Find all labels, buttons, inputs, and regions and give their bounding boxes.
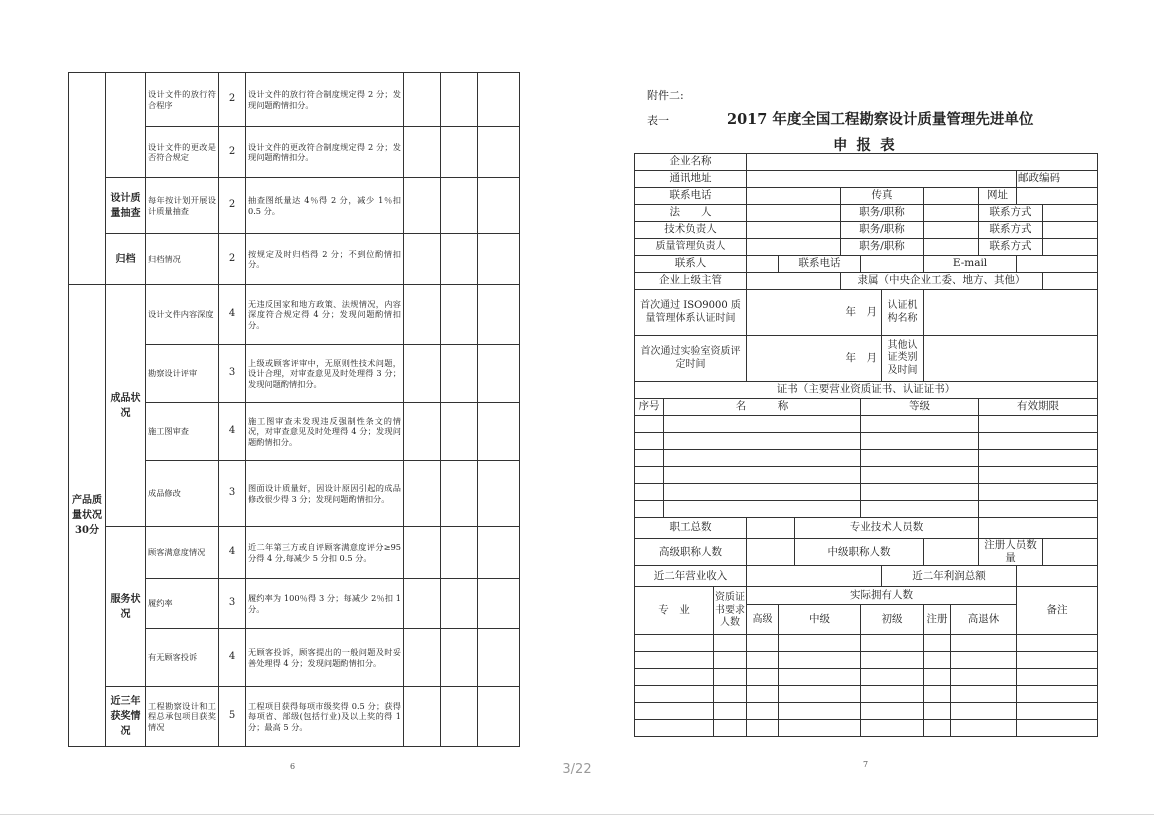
contact-info-field[interactable] — [1043, 222, 1098, 239]
right-page-number: 7 — [863, 760, 869, 769]
cert-name-header: 名 称 — [664, 399, 861, 416]
blank-cell — [441, 73, 478, 127]
table-number: 表一 — [647, 114, 669, 127]
blank-cell[interactable] — [779, 703, 861, 720]
superior-field[interactable] — [747, 273, 841, 290]
blank-cell[interactable] — [861, 669, 924, 686]
mid-title-label: 中级职称人数 — [795, 539, 924, 566]
blank-cell — [441, 285, 478, 345]
blank-cell[interactable] — [635, 450, 664, 467]
total-staff-field[interactable] — [747, 518, 795, 539]
left-page-number: 6 — [290, 762, 296, 771]
phone-label: 联系电话 — [635, 188, 747, 205]
contact-person-field[interactable] — [747, 256, 779, 273]
junior-header: 初级 — [861, 605, 924, 635]
blank-cell — [404, 345, 441, 403]
blank-cell — [404, 687, 441, 747]
tech-lead-label: 技术负责人 — [635, 222, 747, 239]
website-field[interactable] — [1017, 188, 1098, 205]
blank-cell[interactable] — [979, 501, 1098, 518]
remarks-header: 备注 — [1017, 587, 1098, 635]
position-label: 职务/职称 — [841, 205, 924, 222]
blank-cell — [478, 345, 520, 403]
mid-header: 中级 — [779, 605, 861, 635]
lab-time-label: 首次通过实验室资质评定时间 — [635, 336, 747, 382]
blank-cell — [441, 461, 478, 527]
item-cell: 工程勘察设计和工程总承包项目获奖情况 — [146, 687, 219, 747]
blank-cell[interactable] — [951, 686, 1017, 703]
criteria-cell: 无顾客投诉，顾客提出的一般问题及时妥善处理得 4 分；发现问题酌情扣分。 — [246, 629, 404, 687]
phone-field[interactable] — [747, 188, 841, 205]
phone-label: 联系电话 — [779, 256, 861, 273]
blank-cell — [478, 73, 520, 127]
blank-cell — [478, 285, 520, 345]
group-cell: 设计质量抽查 — [106, 178, 146, 234]
blank-cell[interactable] — [924, 720, 951, 737]
application-form — [634, 153, 1098, 737]
revenue-field[interactable] — [747, 566, 882, 587]
group-cell: 归档 — [106, 234, 146, 285]
blank-cell — [441, 629, 478, 687]
mid-title-field[interactable] — [924, 539, 979, 566]
blank-cell[interactable] — [861, 720, 924, 737]
criteria-cell: 设计文件的放行符合制度规定得 2 分；发现问题酌情扣分。 — [246, 73, 404, 127]
blank-cell — [478, 629, 520, 687]
blank-cell — [441, 403, 478, 461]
criteria-cell: 抽查图纸量达 4％得 2 分，减少 1％扣 0.5 分。 — [246, 178, 404, 234]
score-cell: 3 — [219, 461, 246, 527]
blank-cell[interactable] — [714, 720, 747, 737]
seq-header: 序号 — [635, 399, 664, 416]
quality-lead-field[interactable] — [747, 239, 841, 256]
blank-cell[interactable] — [664, 484, 861, 501]
blank-cell[interactable] — [861, 416, 979, 433]
blank-cell[interactable] — [779, 720, 861, 737]
score-cell: 2 — [219, 178, 246, 234]
criteria-cell: 履约率为 100％得 3 分；每减少 2％扣 1 分。 — [246, 579, 404, 629]
blank-cell[interactable] — [747, 635, 779, 652]
criteria-cell: 上级或顾客评审中，无原则性技术问题，设计合理，对审查意见及时处理得 3 分；发现问题酌情扣分。 — [246, 345, 404, 403]
blank-cell[interactable] — [779, 635, 861, 652]
blank-cell[interactable] — [747, 703, 779, 720]
company-name-label: 企业名称 — [635, 154, 747, 171]
blank-cell[interactable] — [714, 652, 747, 669]
blank-cell[interactable] — [779, 652, 861, 669]
blank-cell[interactable] — [1017, 703, 1098, 720]
blank-cell[interactable] — [979, 433, 1098, 450]
item-cell: 设计文件的更改是否符合规定 — [146, 127, 219, 178]
retired-header: 高退休 — [951, 605, 1017, 635]
blank-cell[interactable] — [1017, 652, 1098, 669]
blank-cell[interactable] — [861, 433, 979, 450]
blank-cell[interactable] — [861, 501, 979, 518]
contact-info-label: 联系方式 — [979, 205, 1043, 222]
item-cell: 设计文件的放行符合程序 — [146, 73, 219, 127]
position-field[interactable] — [924, 205, 979, 222]
profit-label: 近二年利润总额 — [882, 566, 1017, 587]
item-cell: 顾客满意度情况 — [146, 527, 219, 579]
position-field[interactable] — [924, 222, 979, 239]
blank-cell[interactable] — [635, 433, 664, 450]
blank-cell[interactable] — [747, 652, 779, 669]
blank-cell — [404, 73, 441, 127]
blank-cell[interactable] — [635, 652, 714, 669]
blank-cell — [441, 687, 478, 747]
address-label: 通讯地址 — [635, 171, 747, 188]
fax-field[interactable] — [924, 188, 979, 205]
reg-header: 注册 — [924, 605, 951, 635]
fax-label: 传真 — [841, 188, 924, 205]
page-indicator: 3/22 — [562, 762, 592, 777]
blank-cell[interactable] — [861, 703, 924, 720]
criteria-cell: 无违反国家和地方政策、法规情况，内容深度符合规定得 4 分；发现问题酌情扣分。 — [246, 285, 404, 345]
certificates-heading: 证书（主要营业资质证书、认证证书） — [635, 382, 1098, 399]
blank-cell — [404, 178, 441, 234]
blank-cell[interactable] — [979, 416, 1098, 433]
iso-time-label: 首次通过 ISO9000 质量管理体系认证时间 — [635, 290, 747, 336]
score-cell: 4 — [219, 403, 246, 461]
blank-cell[interactable] — [951, 652, 1017, 669]
criteria-cell: 近二年第三方或自评顾客满意度评分≥95 分得 4 分,每减少 5 分扣 0.5 分。 — [246, 527, 404, 579]
position-label: 职务/职称 — [841, 222, 924, 239]
blank-cell — [404, 461, 441, 527]
blank-cell[interactable] — [635, 467, 664, 484]
blank-cell[interactable] — [664, 450, 861, 467]
group-cell: 近三年获奖情况 — [106, 687, 146, 747]
blank-cell — [441, 527, 478, 579]
score-cell: 5 — [219, 687, 246, 747]
contact-info-field[interactable] — [1043, 205, 1098, 222]
blank-cell — [478, 234, 520, 285]
blank-cell[interactable] — [635, 703, 714, 720]
group-cell: 服务状况 — [106, 527, 146, 687]
item-cell: 成品修改 — [146, 461, 219, 527]
blank-cell[interactable] — [924, 686, 951, 703]
blank-cell[interactable] — [635, 720, 714, 737]
blank-cell — [478, 178, 520, 234]
blank-cell[interactable] — [951, 635, 1017, 652]
blank-cell — [404, 579, 441, 629]
contact-info-label: 联系方式 — [979, 222, 1043, 239]
viewer-bottom-divider — [0, 814, 1154, 815]
email-label: E-mail — [924, 256, 1017, 273]
category-cell: 产品质量状况30分 — [69, 285, 106, 747]
scoring-criteria-table — [68, 72, 520, 747]
blank-cell[interactable] — [1017, 635, 1098, 652]
criteria-cell: 按规定及时归档得 2 分；不到位酌情扣分。 — [246, 234, 404, 285]
blank-cell[interactable] — [779, 669, 861, 686]
item-cell: 勘察设计评审 — [146, 345, 219, 403]
blank-cell[interactable] — [1017, 686, 1098, 703]
tech-staff-label: 专业技术人员数 — [795, 518, 979, 539]
grade-header: 等级 — [861, 399, 979, 416]
blank-cell[interactable] — [664, 467, 861, 484]
contact-person-label: 联系人 — [635, 256, 747, 273]
other-cert-label: 其他认证类别及时间 — [882, 336, 924, 382]
blank-cell[interactable] — [1017, 720, 1098, 737]
blank-cell — [478, 127, 520, 178]
score-cell: 2 — [219, 73, 246, 127]
blank-cell — [441, 234, 478, 285]
item-cell: 有无顾客投诉 — [146, 629, 219, 687]
blank-cell — [441, 579, 478, 629]
blank-cell[interactable] — [714, 635, 747, 652]
score-cell: 3 — [219, 345, 246, 403]
email-field[interactable] — [1017, 256, 1098, 273]
blank-cell[interactable] — [861, 467, 979, 484]
position-label: 职务/职称 — [841, 239, 924, 256]
affiliation-field[interactable] — [1043, 273, 1098, 290]
item-cell: 归档情况 — [146, 234, 219, 285]
item-cell: 施工图审查 — [146, 403, 219, 461]
criteria-cell: 设计文件的更改符合制度规定得 2 分；发现问题酌情扣分。 — [246, 127, 404, 178]
blank-cell[interactable] — [664, 416, 861, 433]
score-cell: 4 — [219, 629, 246, 687]
blank-cell[interactable] — [924, 703, 951, 720]
other-cert-field[interactable] — [924, 336, 1098, 382]
group-cell-blank — [106, 73, 146, 178]
blank-cell[interactable] — [779, 686, 861, 703]
blank-cell — [478, 687, 520, 747]
blank-cell — [478, 403, 520, 461]
score-cell: 2 — [219, 234, 246, 285]
blank-cell — [478, 461, 520, 527]
blank-cell — [441, 345, 478, 403]
blank-cell[interactable] — [951, 669, 1017, 686]
blank-cell[interactable] — [635, 669, 714, 686]
score-cell: 4 — [219, 527, 246, 579]
senior-title-label: 高级职称人数 — [635, 539, 747, 566]
form-subtitle: 申 报 表 — [833, 137, 897, 154]
cert-body-label: 认证机构名称 — [882, 290, 924, 336]
blank-cell[interactable] — [979, 450, 1098, 467]
blank-cell — [404, 629, 441, 687]
group-cell: 成品状况 — [106, 285, 146, 527]
blank-cell[interactable] — [861, 652, 924, 669]
blank-cell — [404, 527, 441, 579]
blank-cell[interactable] — [1017, 669, 1098, 686]
score-cell: 2 — [219, 127, 246, 178]
registered-field[interactable] — [1043, 539, 1098, 566]
blank-cell — [404, 285, 441, 345]
postcode-label: 邮政编码 — [1017, 171, 1098, 188]
legal-rep-field[interactable] — [747, 205, 841, 222]
profit-field[interactable] — [1017, 566, 1098, 587]
blank-cell[interactable] — [635, 484, 664, 501]
affiliation-label: 隶属（中央企业工委、地方、其他） — [841, 273, 1043, 290]
blank-cell[interactable] — [861, 450, 979, 467]
blank-cell[interactable] — [714, 703, 747, 720]
category-cell-blank — [69, 73, 106, 285]
qual-req-header: 资质证书要求人数 — [714, 587, 747, 635]
blank-cell — [404, 127, 441, 178]
blank-cell[interactable] — [664, 501, 861, 518]
blank-cell[interactable] — [924, 635, 951, 652]
cert-body-field[interactable] — [924, 290, 1098, 336]
address-field[interactable] — [747, 171, 1017, 188]
phone-field[interactable] — [861, 256, 924, 273]
blank-cell — [404, 234, 441, 285]
blank-cell[interactable] — [664, 433, 861, 450]
blank-cell — [478, 579, 520, 629]
superior-label: 企业上级主管 — [635, 273, 747, 290]
blank-cell — [441, 127, 478, 178]
registered-label: 注册人员数量 — [979, 539, 1043, 566]
tech-staff-field[interactable] — [979, 518, 1098, 539]
blank-cell[interactable] — [924, 652, 951, 669]
blank-cell[interactable] — [747, 686, 779, 703]
blank-cell[interactable] — [979, 484, 1098, 501]
blank-cell[interactable] — [635, 501, 664, 518]
item-cell: 设计文件内容深度 — [146, 285, 219, 345]
blank-cell[interactable] — [747, 669, 779, 686]
company-name-field[interactable] — [747, 154, 1098, 171]
website-label: 网址 — [979, 188, 1017, 205]
blank-cell[interactable] — [747, 720, 779, 737]
blank-cell[interactable] — [924, 669, 951, 686]
lab-time-field[interactable]: 年 月 — [747, 336, 882, 382]
tech-lead-field[interactable] — [747, 222, 841, 239]
criteria-cell: 工程项目获得每项市级奖得 0.5 分；获得每项省、部级(包括行业)及以上奖的得 1 分；最高 5 分。 — [246, 687, 404, 747]
criteria-cell: 施工图审查未发现违反强制性条文的情况，对审查意见及时处理得 4 分；发现问题酌情扣分。 — [246, 403, 404, 461]
score-cell: 4 — [219, 285, 246, 345]
position-field[interactable] — [924, 239, 979, 256]
blank-cell[interactable] — [635, 416, 664, 433]
item-cell: 每年按计划开展设计质量抽查 — [146, 178, 219, 234]
validity-header: 有效期限 — [979, 399, 1098, 416]
blank-cell[interactable] — [951, 703, 1017, 720]
item-cell: 履约率 — [146, 579, 219, 629]
contact-info-field[interactable] — [1043, 239, 1098, 256]
blank-cell[interactable] — [635, 635, 714, 652]
blank-cell — [478, 527, 520, 579]
revenue-label: 近二年营业收入 — [635, 566, 747, 587]
attachment-label: 附件二: — [647, 89, 684, 102]
blank-cell[interactable] — [861, 635, 924, 652]
blank-cell[interactable] — [714, 686, 747, 703]
specialty-header: 专 业 — [635, 587, 714, 635]
blank-cell[interactable] — [979, 467, 1098, 484]
iso-time-field[interactable]: 年 月 — [747, 290, 882, 336]
blank-cell[interactable] — [861, 484, 979, 501]
blank-cell[interactable] — [861, 686, 924, 703]
score-cell: 3 — [219, 579, 246, 629]
senior-header: 高级 — [747, 605, 779, 635]
form-title: 2017 年度全国工程勘察设计质量管理先进单位 — [727, 111, 1034, 128]
legal-rep-label: 法 人 — [635, 205, 747, 222]
blank-cell[interactable] — [635, 686, 714, 703]
blank-cell[interactable] — [951, 720, 1017, 737]
quality-lead-label: 质量管理负责人 — [635, 239, 747, 256]
contact-info-label: 联系方式 — [979, 239, 1043, 256]
blank-cell — [404, 403, 441, 461]
actual-header: 实际拥有人数 — [747, 587, 1017, 605]
total-staff-label: 职工总数 — [635, 518, 747, 539]
senior-title-field[interactable] — [747, 539, 795, 566]
criteria-cell: 图面设计质量好，因设计原因引起的成品修改很少得 3 分；发现问题酌情扣分。 — [246, 461, 404, 527]
blank-cell[interactable] — [714, 669, 747, 686]
blank-cell — [441, 178, 478, 234]
